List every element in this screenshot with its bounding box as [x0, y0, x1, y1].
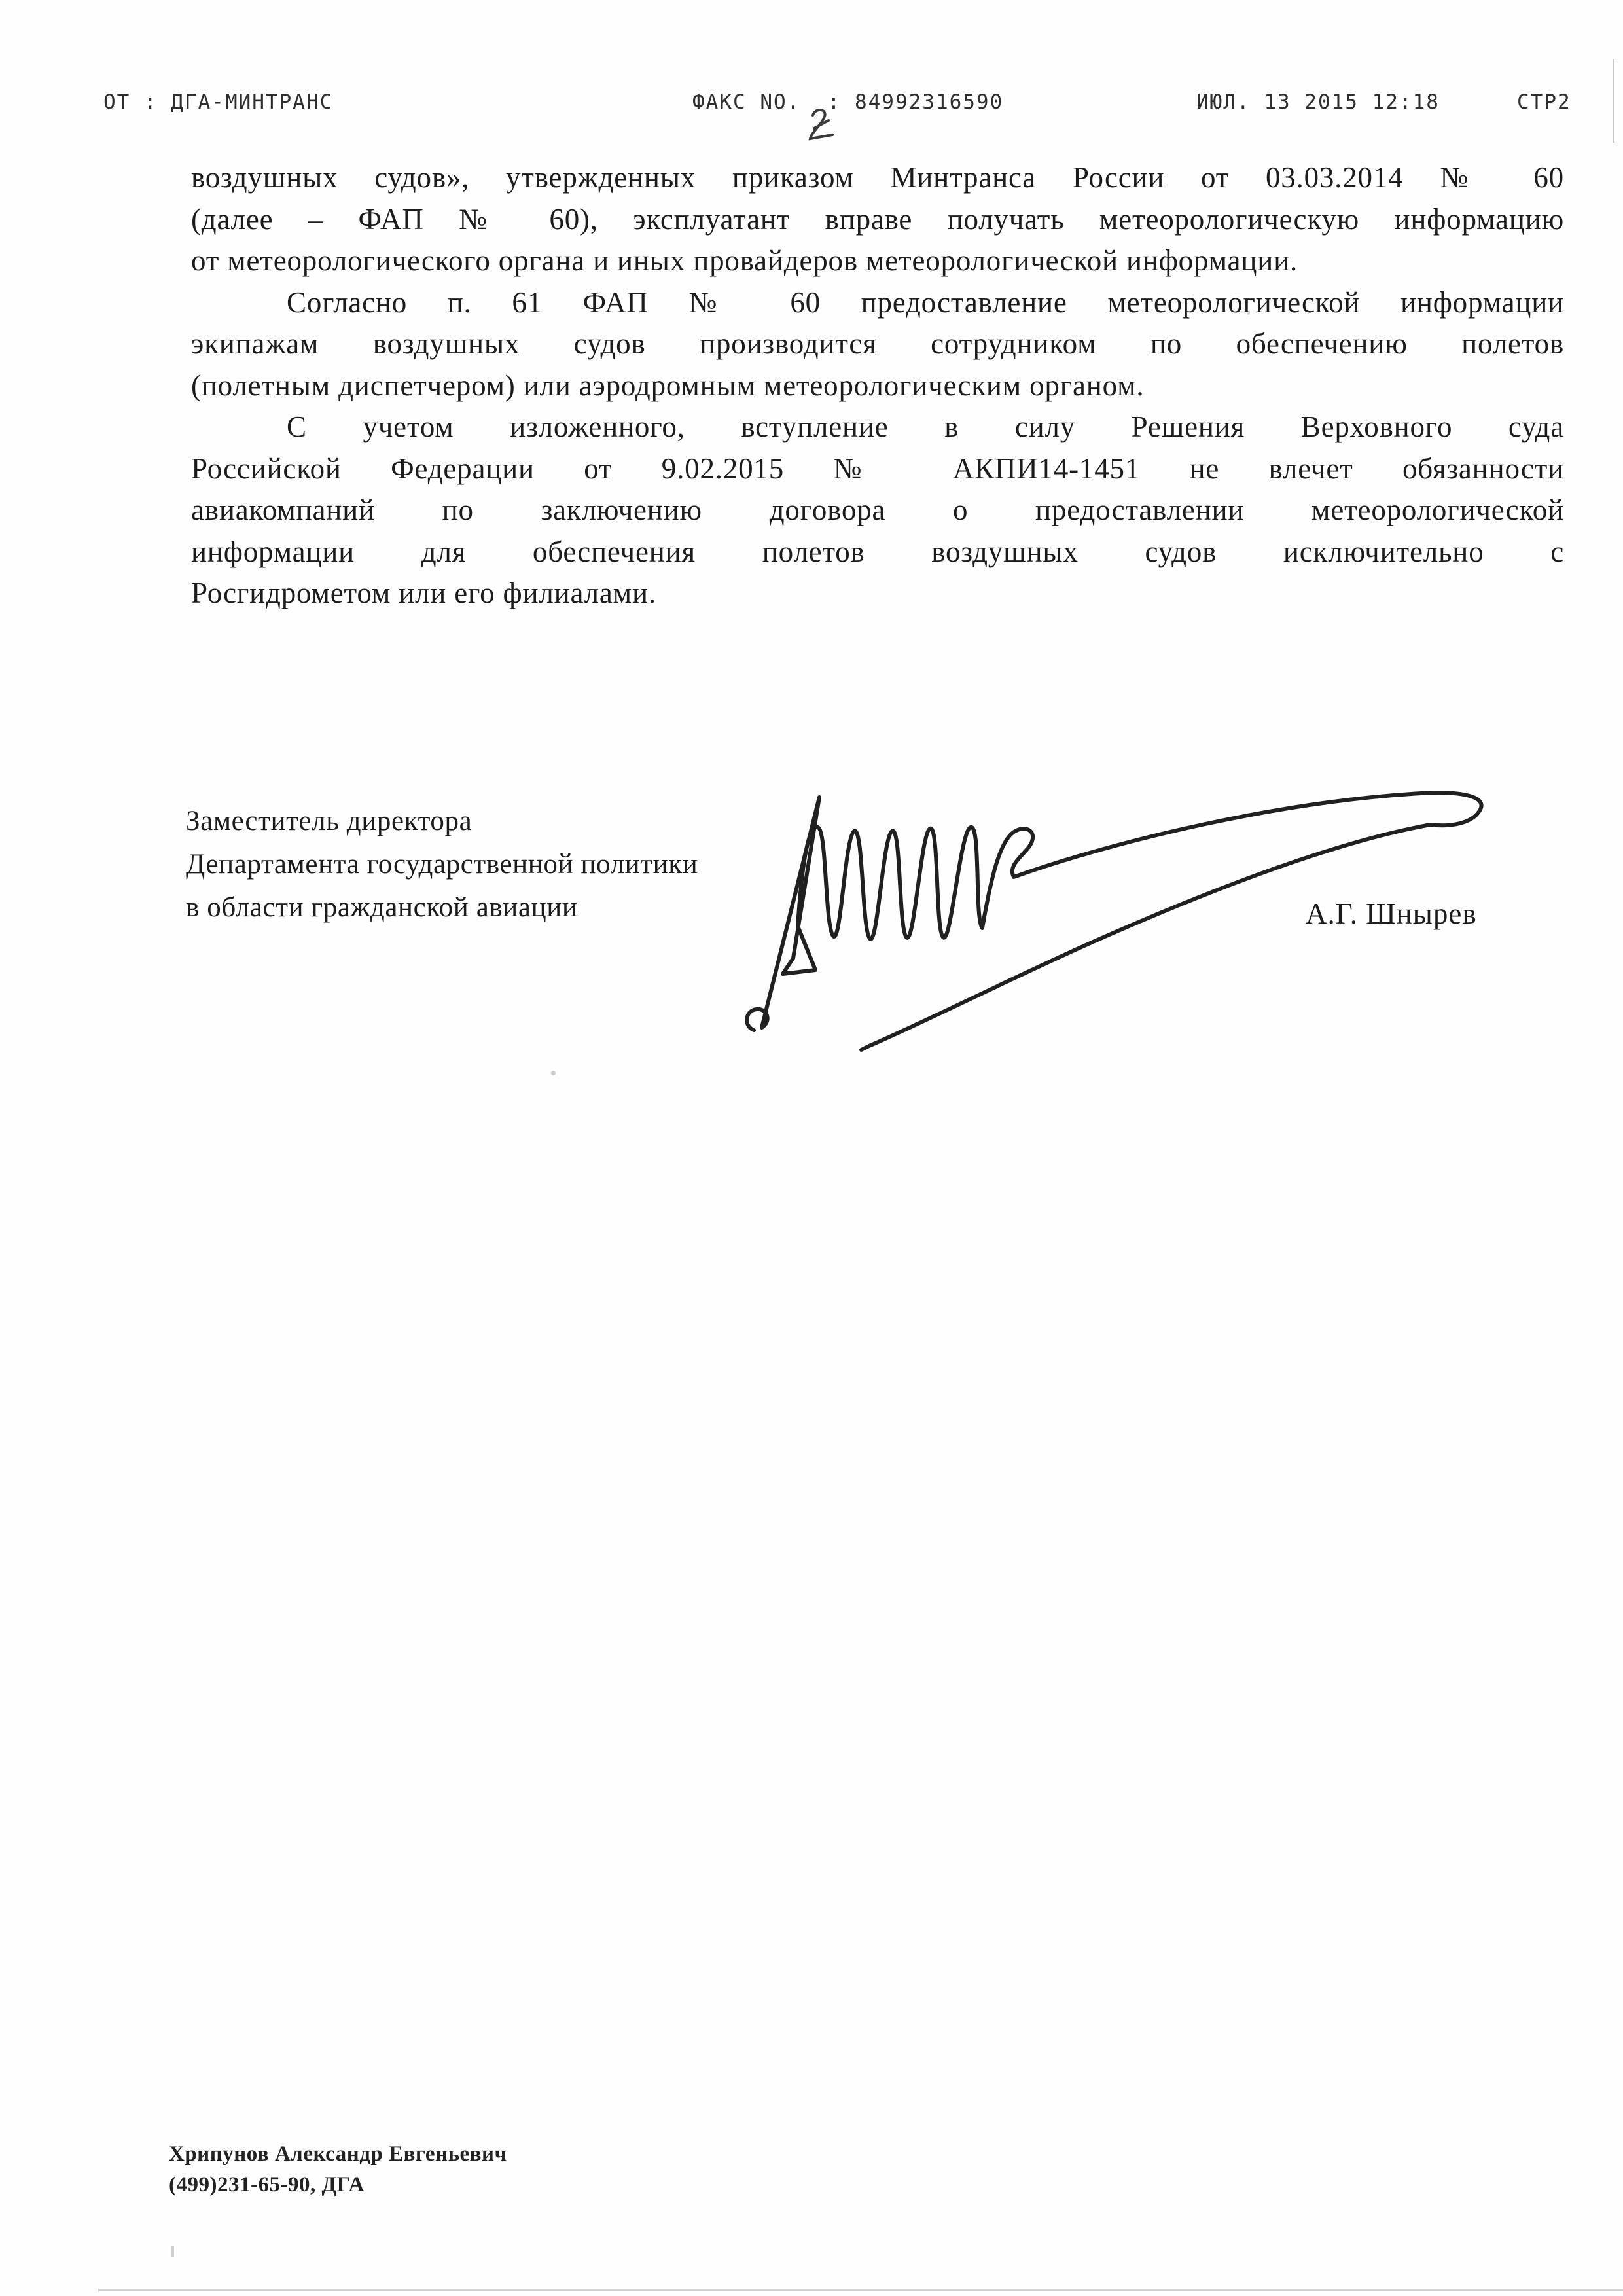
body-line: информации для обеспечения полетов воздушных судов исключительно с: [191, 535, 1564, 568]
scan-artifact-speck: [171, 2246, 174, 2257]
body-line: воздушных судов», утвержденных приказом Минтранса России от 03.03.2014 № 60: [191, 161, 1564, 194]
body-line: авиакомпаний по заключению договора о предоставлении метеорологической: [191, 493, 1564, 526]
signer-title-line: Департамента государственной политики: [186, 849, 698, 880]
signer-name: А.Г. Шнырев: [1306, 897, 1477, 930]
fax-header-number: ФАКС NO. : 84992316590: [692, 90, 1004, 114]
fax-header-page-label: СТР2: [1517, 90, 1571, 114]
footer-contact-name: Хрипунов Александр Евгеньевич: [169, 2142, 507, 2166]
body-line: (далее – ФАП № 60), эксплуатант вправе получать метеорологическую информацию: [191, 202, 1564, 236]
scan-artifact-edge: [1613, 59, 1614, 143]
scan-artifact-line: [98, 2289, 1623, 2291]
body-line: С учетом изложенного, вступление в силу Решения Верховного суда: [287, 410, 1564, 443]
signer-title-line: в области гражданской авиации: [186, 892, 578, 923]
letter-body: [191, 157, 1564, 615]
fax-header-datetime: ИЮЛ. 13 2015 12:18: [1196, 90, 1440, 114]
fax-header-from: ОТ : ДГА-МИНТРАНС: [103, 90, 334, 114]
body-line: (полетным диспетчером) или аэродромным метеорологическим органом.: [191, 368, 1145, 402]
handwritten-page-number-icon: [806, 106, 838, 147]
body-line: Росгидрометом или его филиалами.: [191, 577, 656, 609]
executor-contact-block: [169, 2139, 507, 2200]
body-line: от метеорологического органа и иных провайдеров метеорологической информации.: [191, 244, 1298, 277]
scan-artifact-speck: [551, 1071, 556, 1075]
body-line: Российской Федерации от 9.02.2015 № АКПИ14-1451 не влечет обязанности: [191, 452, 1564, 485]
signer-title-line: Заместитель директора: [186, 806, 473, 836]
body-line: Согласно п. 61 ФАП № 60 предоставление метеорологической информации: [287, 285, 1564, 319]
scan-artifact-speck: [1247, 312, 1250, 315]
body-line: экипажам воздушных судов производится сотрудником по обеспечению полетов: [191, 327, 1564, 360]
footer-contact-phone: (499)231-65-90, ДГА: [169, 2173, 365, 2197]
